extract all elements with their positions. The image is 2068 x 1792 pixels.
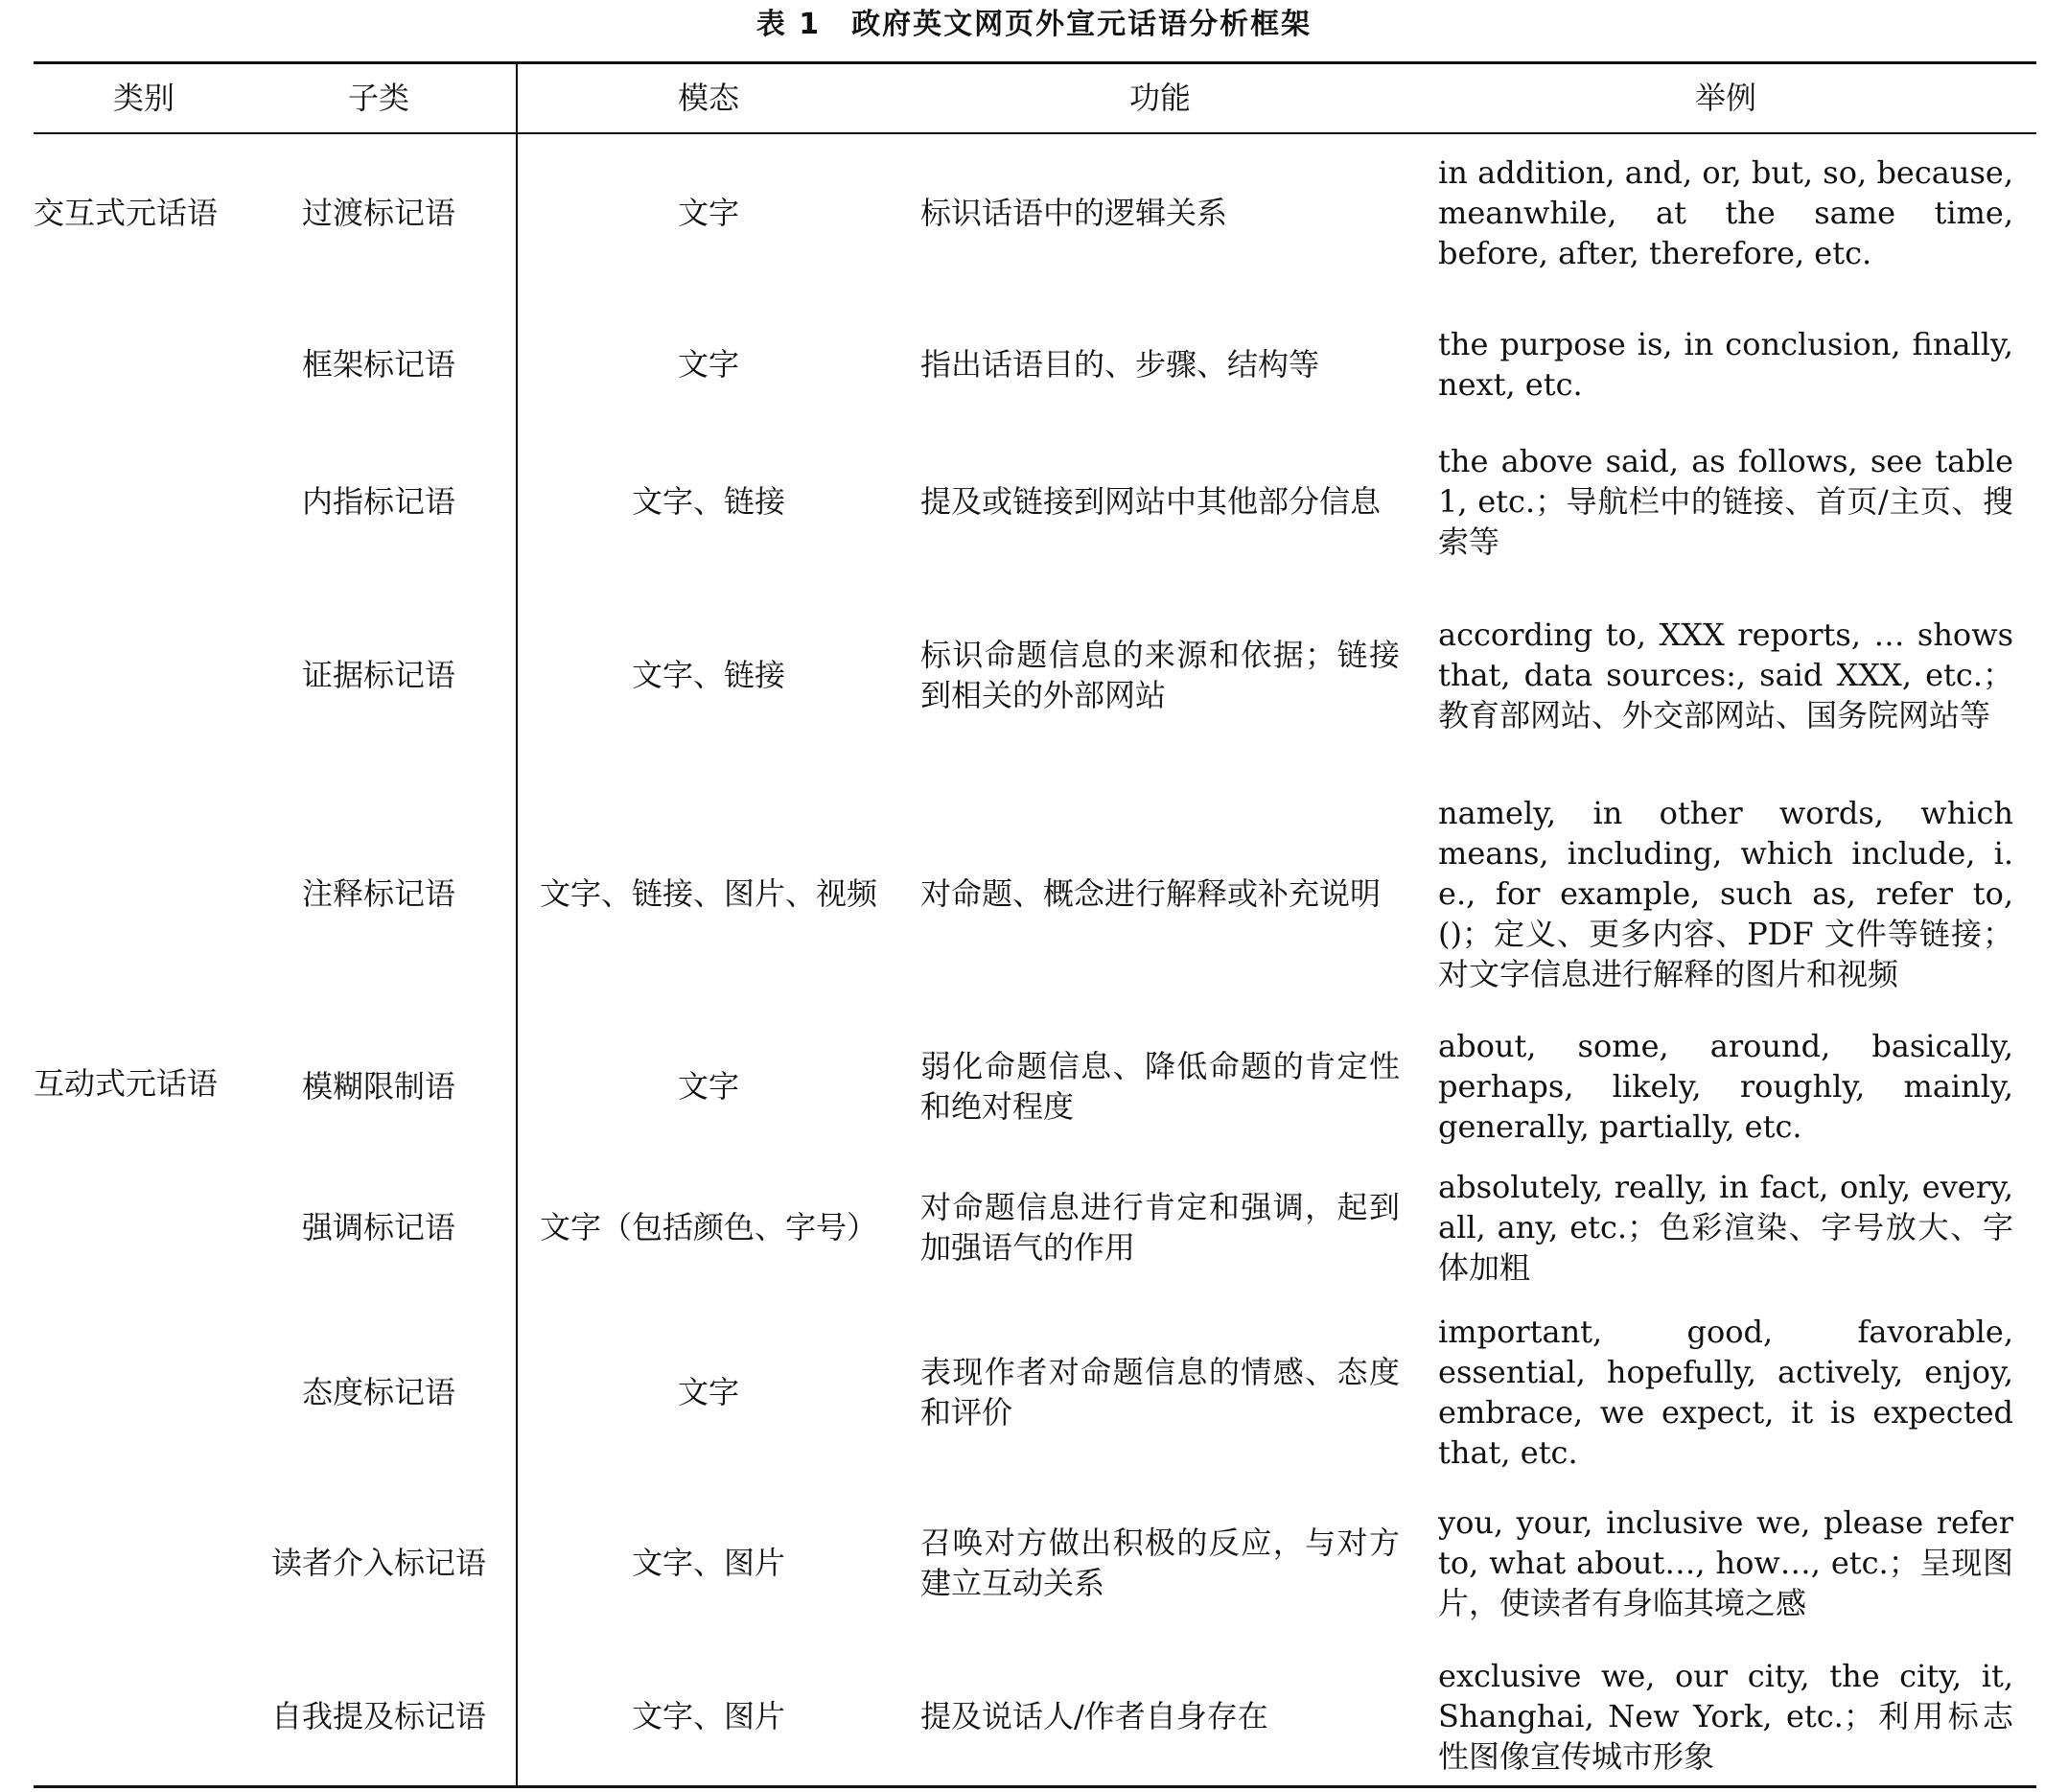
row-modality: 文字、链接 [631,657,785,693]
bottom-rule [34,1785,2036,1788]
row-modality: 文字 [677,195,739,231]
row-modality: 文字、链接 [631,483,785,520]
row-subcategory: 模糊限制语 [301,1068,455,1105]
row-examples: exclusive we, our city, the city, it, Shanghai, New York, etc.；利用标志性图像宣传城市形象 [1438,1658,2013,1775]
row-subcategory: 过渡标记语 [301,195,455,231]
row-subcategory: 注释标记语 [301,875,455,912]
group-label-interactive: 交互式元话语 [34,195,219,231]
row-function: 弱化命题信息、降低命题的肯定性和绝对程度 [920,1048,1400,1125]
column-divider [516,62,518,1786]
header-function: 功能 [1128,80,1191,116]
row-function: 标识命题信息的来源和依据；链接到相关的外部网站 [920,637,1400,713]
header-subcategory: 子类 [347,80,409,116]
row-subcategory: 强调标记语 [301,1209,455,1245]
row-examples: about, some, around, basically, perhaps, likely, roughly, mainly, generally, partially, etc. [1438,1028,2013,1145]
row-modality: 文字 [677,346,739,383]
table-title: 表 1 政府英文网页外宣元话语分析框架 [755,8,1313,41]
row-modality: 文字、链接、图片、视频 [539,875,877,912]
row-subcategory: 读者介入标记语 [270,1545,486,1581]
row-subcategory: 证据标记语 [301,657,455,693]
row-function: 提及说话人/作者自身存在 [920,1698,1268,1734]
header-examples: 举例 [1694,80,1756,116]
row-subcategory: 自我提及标记语 [270,1698,486,1734]
row-modality: 文字 [677,1068,739,1105]
row-subcategory: 框架标记语 [301,346,455,383]
row-function: 对命题信息进行肯定和强调，起到加强语气的作用 [920,1189,1400,1266]
row-examples: namely, in other words, which means, including, which include, i. e., for example, such as, refer to, ()；定义、更多内容、PDF 文件等链接；对文字信息进行解释的图片和视频 [1438,795,2013,992]
group-label-interactional: 互动式元话语 [34,1065,219,1102]
row-function: 指出话语目的、步骤、结构等 [920,346,1320,383]
row-examples: absolutely, really, in fact, only, every, all, any, etc.；色彩渲染、字号放大、字体加粗 [1438,1169,2013,1286]
top-rule [34,61,2036,64]
row-modality: 文字、图片 [631,1545,785,1581]
row-examples: the above said, as follows, see table 1, etc.；导航栏中的链接、首页/主页、搜索等 [1438,443,2013,560]
row-examples: in addition, and, or, but, so, because, meanwhile, at the same time, before, after, therefore, etc. [1438,154,2013,271]
row-function: 召唤对方做出积极的反应，与对方建立互动关系 [920,1524,1400,1601]
row-function: 提及或链接到网站中其他部分信息 [920,483,1382,520]
row-examples: according to, XXX reports, … shows that, data sources:, said XXX, etc.；教育部网站、外交部网站、国务院网站等 [1438,617,2013,733]
row-subcategory: 态度标记语 [301,1374,455,1410]
row-subcategory: 内指标记语 [301,483,455,520]
row-examples: the purpose is, in conclusion, finally, next, etc. [1438,326,2013,403]
row-function: 对命题、概念进行解释或补充说明 [920,875,1382,912]
header-modality: 模态 [677,80,739,116]
header-category: 类别 [112,80,174,116]
row-examples: important, good, favorable, essential, hopefully, actively, enjoy, embrace, we expect, it is expected that, etc. [1438,1314,2013,1471]
row-modality: 文字 [677,1374,739,1410]
row-modality: 文字（包括颜色、字号） [539,1209,877,1245]
row-modality: 文字、图片 [631,1698,785,1734]
row-function: 标识话语中的逻辑关系 [920,195,1228,231]
row-examples: you, your, inclusive we, please refer to, what about…, how…, etc.；呈现图片，使读者有身临其境之感 [1438,1504,2013,1621]
row-function: 表现作者对命题信息的情感、态度和评价 [920,1354,1400,1431]
header-rule [34,132,2036,134]
